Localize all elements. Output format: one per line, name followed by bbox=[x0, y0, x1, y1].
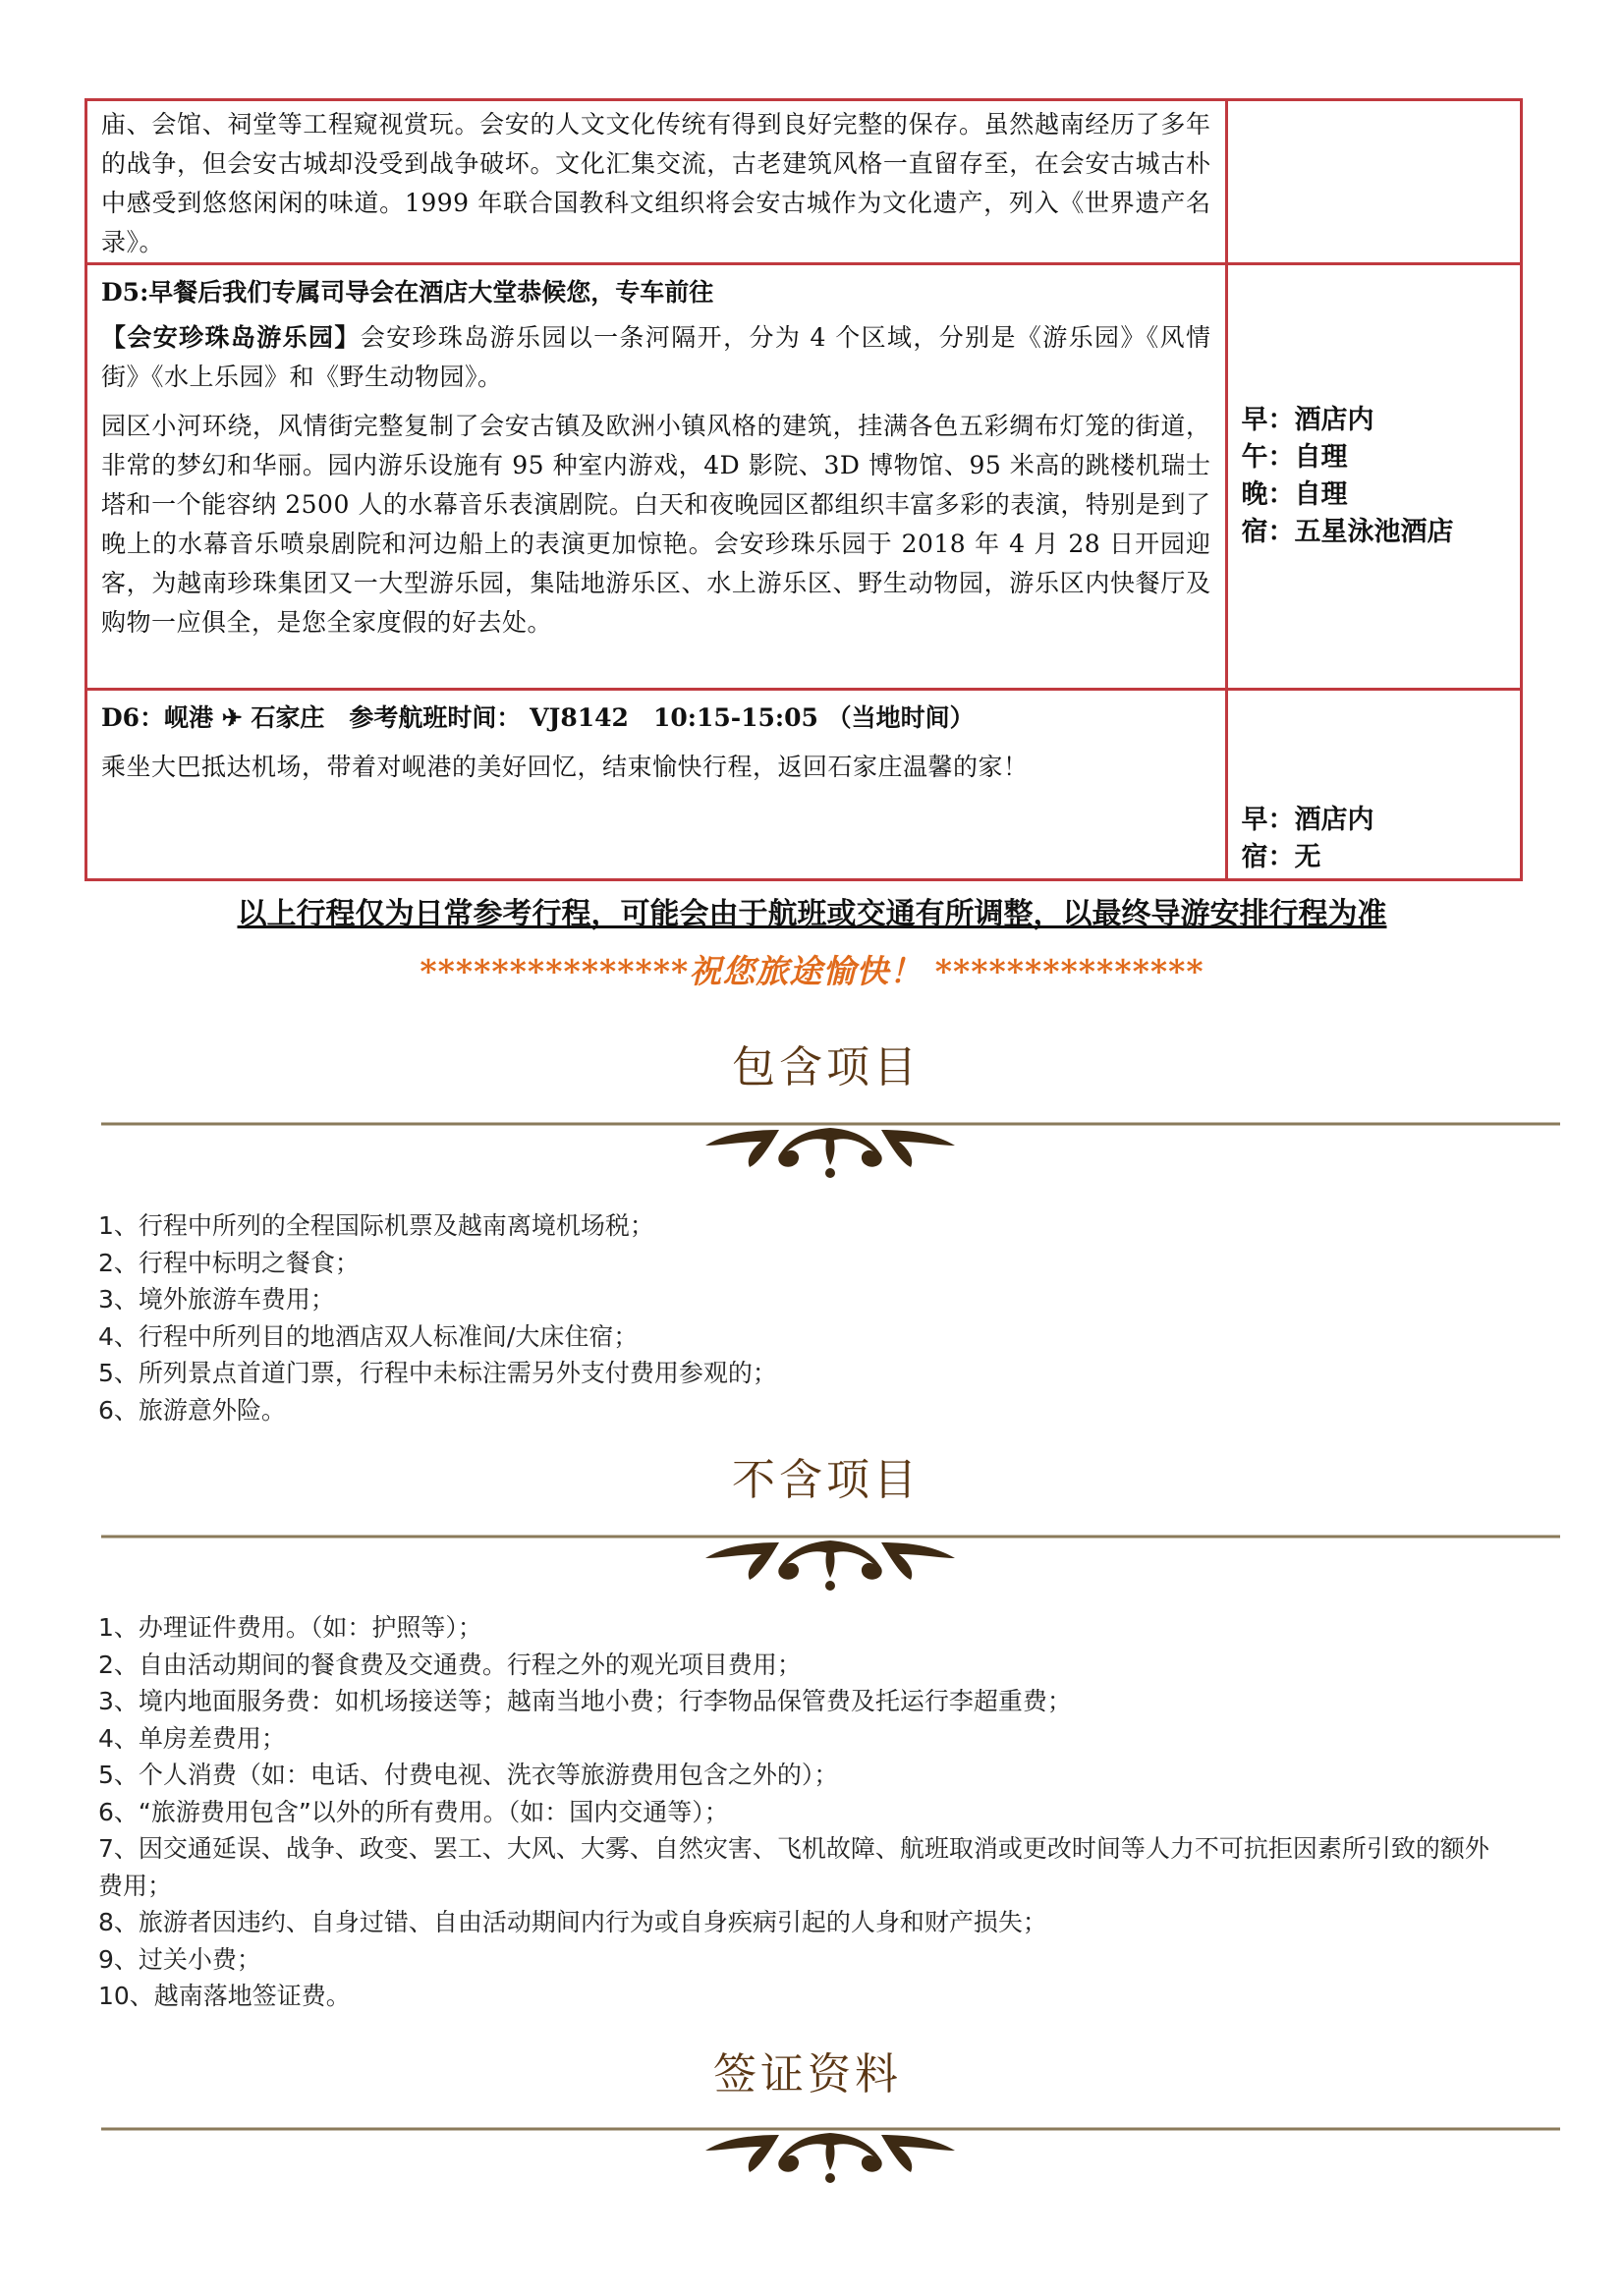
day5-title: D5:早餐后我们专属司导会在酒店大堂恭候您，专车前往 bbox=[101, 278, 714, 307]
meal-breakfast: 早：酒店内 bbox=[1241, 405, 1374, 435]
meal-breakfast: 早：酒店内 bbox=[1241, 805, 1374, 835]
day4-meals bbox=[1226, 100, 1521, 264]
meal-lunch: 午：自理 bbox=[1241, 442, 1348, 473]
ornament-divider bbox=[101, 1533, 1560, 1611]
day6-text: 乘坐大巴抵达机场，带着对岘港的美好回忆，结束愉快行程，返回石家庄温馨的家！ bbox=[101, 753, 1029, 781]
excluded-title: 不含项目 bbox=[732, 1455, 921, 1505]
list-item: 3、境内地面服务费：如机场接送等；越南当地小费；行李物品保管费及托运行李超重费； bbox=[98, 1687, 1072, 1715]
day4-content bbox=[86, 100, 1227, 264]
ornament-divider bbox=[101, 2125, 1560, 2204]
list-item: 7、因交通延误、战争、政变、罢工、大风、大雾、自然灾害、飞机故障、航班取消或更改时间等人力不可抗拒因素所引致的额外费用； bbox=[98, 1834, 1489, 1900]
day5-row bbox=[86, 264, 1522, 690]
list-item: 5、个人消费（如：电话、付费电视、洗衣等旅游费用包含之外的）； bbox=[98, 1761, 839, 1789]
list-item: 2、自由活动期间的餐食费及交通费。行程之外的观光项目费用； bbox=[98, 1650, 802, 1679]
list-item: 3、境外旅游车费用； bbox=[98, 1285, 335, 1314]
list-item: 2、行程中标明之餐食； bbox=[98, 1248, 360, 1277]
list-item: 5、所列景点首道门票，行程中未标注需另外支付费用参观的； bbox=[98, 1359, 777, 1387]
flourish-icon bbox=[705, 1540, 955, 1591]
day6-content bbox=[86, 690, 1227, 880]
included-list bbox=[98, 1207, 777, 1428]
park-intro: 会安珍珠岛游乐园以一条河隔开，分为 4 个区域，分别是《游乐园》《风情街》《水上乐园》和《野生动物园》。 bbox=[101, 323, 1211, 391]
list-item: 1、行程中所列的全程国际机票及越南离境机场税； bbox=[98, 1211, 654, 1240]
list-item: 6、“旅游费用包含”以外的所有费用。（如：国内交通等）； bbox=[98, 1797, 729, 1826]
list-item: 4、行程中所列目的地酒店双人标准间/大床住宿； bbox=[98, 1321, 639, 1351]
excluded-list bbox=[98, 1609, 1513, 2015]
day6-meals bbox=[1226, 690, 1521, 880]
day6-title: D6：岘港 ✈ 石家庄 参考航班时间： VJ8142 10:15-15:05 （当地时间） bbox=[101, 703, 975, 732]
wish-banner: ***************祝您旅途愉快！ *************** bbox=[420, 952, 1204, 990]
meal-dinner: 晚：自理 bbox=[1241, 479, 1348, 510]
list-item: 9、过关小费； bbox=[98, 1944, 261, 1974]
day5-meals bbox=[1226, 264, 1521, 690]
ornament-divider bbox=[101, 1120, 1560, 1199]
visa-title: 签证资料 bbox=[713, 2049, 902, 2099]
meal-hotel: 宿：五星泳池酒店 bbox=[1241, 517, 1454, 547]
day6-row bbox=[86, 690, 1522, 880]
flourish-icon bbox=[705, 1128, 955, 1178]
park-name: 【会安珍珠岛游乐园】 bbox=[101, 323, 361, 352]
day4-text: 庙、会馆、祠堂等工程窥视赏玩。会安的人文文化传统有得到良好完整的保存。虽然越南经历了多年的战争，但会安古城却没受到战争破坏。文化汇集交流，古老建筑风格一直留存至，在会安古城古朴中感受到悠悠闲闲的味道。1999 年联合国教科文组织将会安古城作为文化遗产，列入《世界遗产名录》。 bbox=[101, 110, 1211, 256]
day5-para2: 园区小河环绕，风情街完整复制了会安古镇及欧洲小镇风格的建筑，挂满各色五彩绸布灯笼的街道，非常的梦幻和华丽。园内游乐设施有 95 种室内游戏，4D 影院、3D 博物馆、95 米高的跳楼机瑞士塔和一个能容纳 2500 人的水幕音乐表演剧院。白天和夜晚园区都组织丰富多彩的表演，特别是到了晚上的水幕音乐喷泉剧院和河边船上的表演更加惊艳。会安珍珠乐园于 2018 年 4 月 28 日开园迎客，为越南珍珠集团又一大型游乐园，集陆地游乐区、水上游乐区、野生动物园，游乐区内快餐厅及购物一应俱全，是您全家度假的好去处。 bbox=[101, 412, 1211, 637]
meal-hotel: 宿：无 bbox=[1241, 842, 1321, 872]
list-item: 4、单房差费用； bbox=[98, 1723, 286, 1753]
list-item: 6、旅游意外险。 bbox=[98, 1395, 286, 1425]
included-title: 包含项目 bbox=[732, 1042, 921, 1092]
itinerary-table bbox=[84, 98, 1523, 881]
itinerary-note: 以上行程仅为日常参考行程，可能会由于航班或交通有所调整，以最终导游安排行程为准 bbox=[237, 897, 1387, 931]
day4-row bbox=[86, 100, 1522, 264]
day5-content bbox=[86, 264, 1227, 690]
list-item: 8、旅游者因违约、自身过错、自由活动期间内行为或自身疾病引起的人身和财产损失； bbox=[98, 1908, 1047, 1936]
list-item: 10、越南落地签证费。 bbox=[98, 1982, 351, 2010]
flourish-icon bbox=[705, 2133, 955, 2183]
list-item: 1、办理证件费用。（如：护照等）； bbox=[98, 1613, 482, 1642]
day5-para1 bbox=[101, 318, 1211, 397]
